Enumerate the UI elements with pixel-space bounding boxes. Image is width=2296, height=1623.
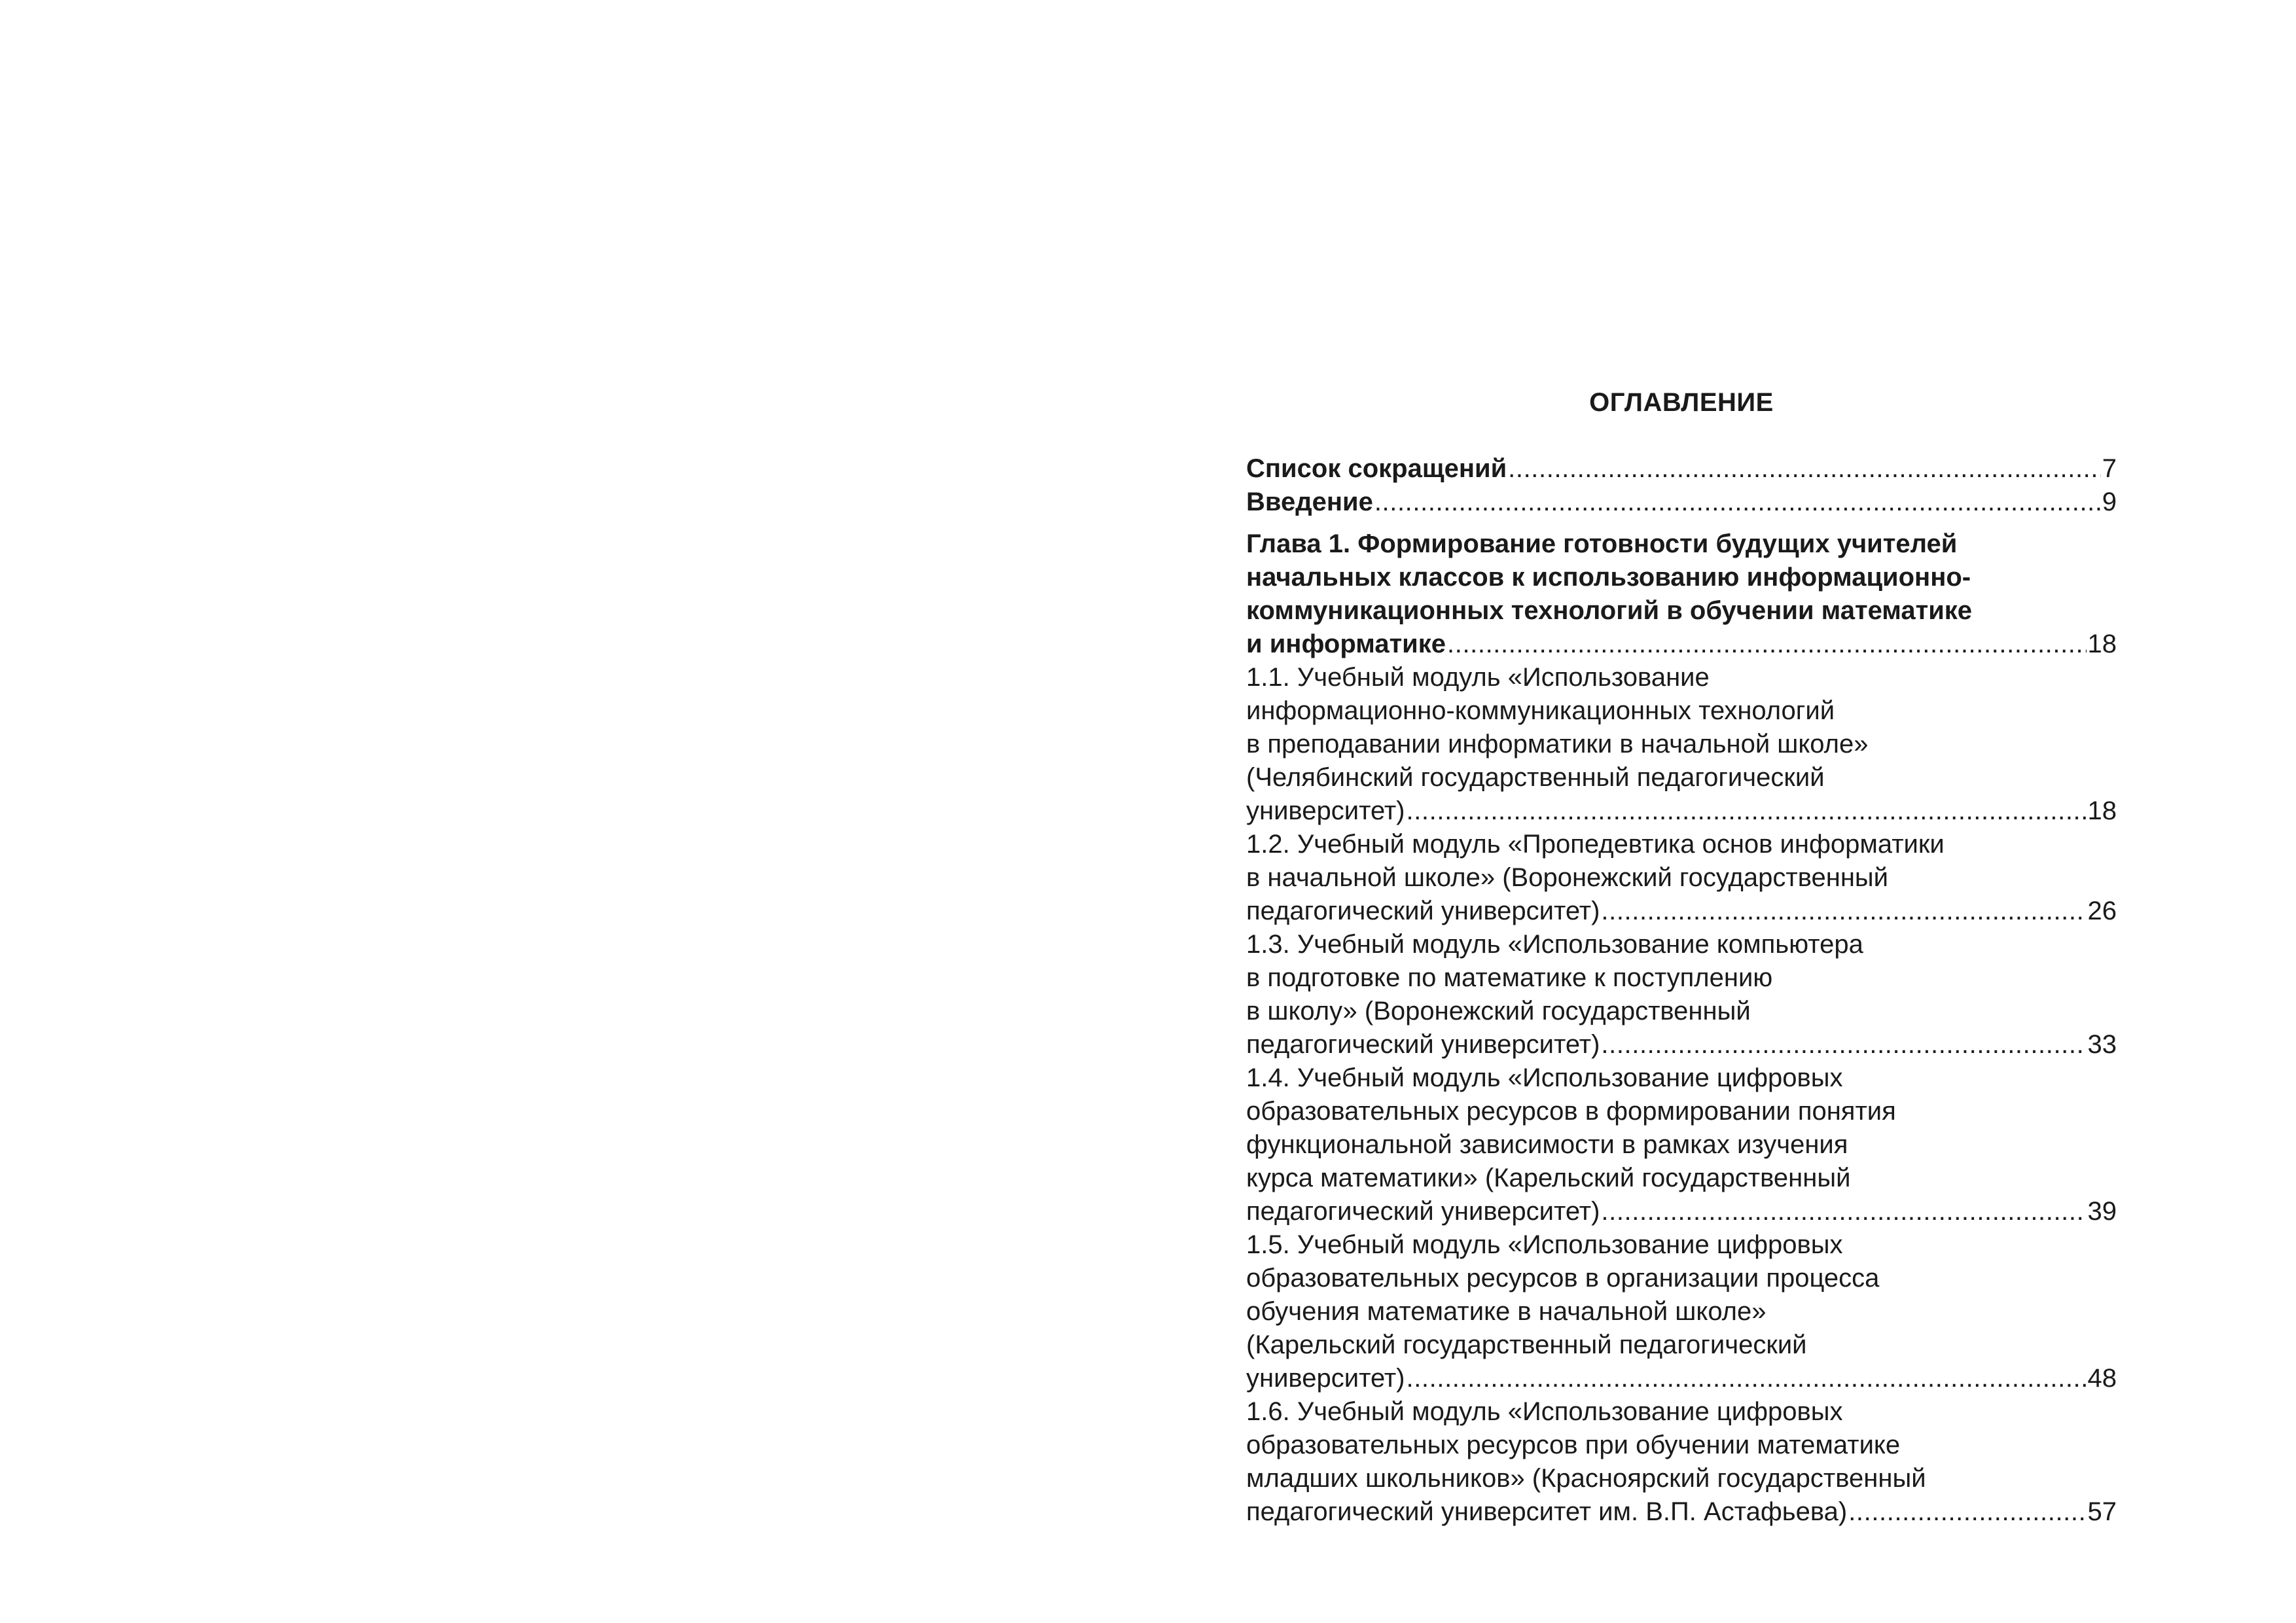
toc-page-number: 9: [2102, 488, 2117, 516]
toc-entry-line: в начальной школе» (Воронежский государственный: [1246, 863, 1889, 892]
right-page: [1148, 0, 2296, 1623]
toc-entry-line: Введение: [1246, 488, 1373, 516]
toc-entry-line: педагогический университет): [1246, 1030, 1600, 1059]
toc-entry-line: коммуникационных технологий в обучении математике: [1246, 596, 1973, 625]
toc-entry-line: начальных классов к использованию информационно-: [1246, 563, 1971, 592]
toc-entry-line: младших школьников» (Красноярский государственный: [1246, 1464, 1926, 1493]
toc-entry-line: Список сокращений: [1246, 454, 1507, 483]
toc-entry-line: образовательных ресурсов в организации процесса: [1246, 1264, 1880, 1293]
toc-entry-last-line: [1246, 1195, 2117, 1228]
toc-entry-line: функциональной зависимости в рамках изучения: [1246, 1130, 1848, 1159]
toc-entries: [1246, 452, 2117, 1529]
dot-leader: [1601, 1028, 2086, 1061]
toc-entry-line: 1.5. Учебный модуль «Использование цифровых: [1246, 1230, 1843, 1259]
toc-page-number: 48: [2087, 1364, 2117, 1393]
toc-entry[interactable]: [1246, 527, 2117, 661]
dot-leader: [1374, 486, 2101, 519]
toc-entry-line: 1.4. Учебный модуль «Использование цифровых: [1246, 1063, 1843, 1092]
toc-entry-line: 1.2. Учебный модуль «Пропедевтика основ информатики: [1246, 830, 1945, 859]
toc-entry[interactable]: [1246, 1061, 2117, 1228]
toc-entry-line: образовательных ресурсов в формировании понятия: [1246, 1097, 1896, 1126]
toc-entry-last-line: [1246, 452, 2117, 486]
table-of-contents: [1246, 386, 2117, 1529]
toc-entry-line: 1.3. Учебный модуль «Использование компьютера: [1246, 930, 1863, 959]
toc-entry[interactable]: [1246, 661, 2117, 828]
dot-leader: [1848, 1495, 2086, 1529]
toc-entry[interactable]: [1246, 828, 2117, 928]
toc-heading: ОГЛАВЛЕНИЕ: [1589, 388, 1774, 417]
dot-leader: [1601, 895, 2086, 928]
dot-leader: [1447, 628, 2086, 661]
toc-entry-line: образовательных ресурсов при обучении математике: [1246, 1431, 1901, 1459]
toc-entry-line: обучения математике в начальной школе»: [1246, 1297, 1767, 1326]
toc-entry[interactable]: [1246, 486, 2117, 519]
dot-leader: [1407, 794, 2087, 828]
dot-leader: [1601, 1195, 2086, 1228]
toc-page-number: 39: [2087, 1197, 2117, 1226]
toc-entry-last-line: [1246, 1028, 2117, 1061]
toc-entry[interactable]: [1246, 928, 2117, 1061]
toc-entry-line: 1.6. Учебный модуль «Использование цифровых: [1246, 1397, 1843, 1426]
toc-entry-line: в преподавании информатики в начальной школе»: [1246, 730, 1869, 758]
toc-page-number: 57: [2087, 1497, 2117, 1526]
toc-page-number: 26: [2087, 897, 2117, 925]
toc-entry-line: Глава 1. Формирование готовности будущих учителей: [1246, 529, 1958, 558]
toc-entry-line: педагогический университет): [1246, 1197, 1600, 1226]
toc-entry[interactable]: [1246, 452, 2117, 486]
toc-page-number: 18: [2087, 796, 2117, 825]
toc-entry-last-line: [1246, 895, 2117, 928]
toc-entry-last-line: [1246, 794, 2117, 828]
toc-entry-line: (Карельский государственный педагогический: [1246, 1330, 1807, 1359]
toc-entry-line: курса математики» (Карельский государственный: [1246, 1164, 1851, 1192]
toc-entry[interactable]: [1246, 1228, 2117, 1395]
toc-entry-line: 1.1. Учебный модуль «Использование: [1246, 663, 1710, 692]
toc-entry-line: в подготовке по математике к поступлению: [1246, 963, 1773, 992]
toc-entry-line: информационно-коммуникационных технологий: [1246, 696, 1835, 725]
toc-entry-line: и информатике: [1246, 630, 1446, 658]
toc-entry-last-line: [1246, 1362, 2117, 1395]
toc-page-number: 7: [2102, 454, 2117, 483]
toc-page-number: 33: [2087, 1030, 2117, 1059]
toc-entry[interactable]: [1246, 1395, 2117, 1529]
toc-entry-line: педагогический университет): [1246, 897, 1600, 925]
toc-page-number: 18: [2087, 630, 2117, 658]
toc-entry-last-line: [1246, 1495, 2117, 1529]
toc-entry-last-line: [1246, 628, 2117, 661]
toc-entry-line: в школу» (Воронежский государственный: [1246, 997, 1751, 1026]
toc-entry-last-line: [1246, 486, 2117, 519]
toc-entry-line: университет): [1246, 796, 1405, 825]
dot-leader: [1407, 1362, 2087, 1395]
toc-entry-line: педагогический университет им. В.П. Астафьева): [1246, 1497, 1848, 1526]
toc-entry-line: (Челябинский государственный педагогический: [1246, 763, 1825, 792]
dot-leader: [1508, 452, 2101, 486]
toc-entry-line: университет): [1246, 1364, 1405, 1393]
